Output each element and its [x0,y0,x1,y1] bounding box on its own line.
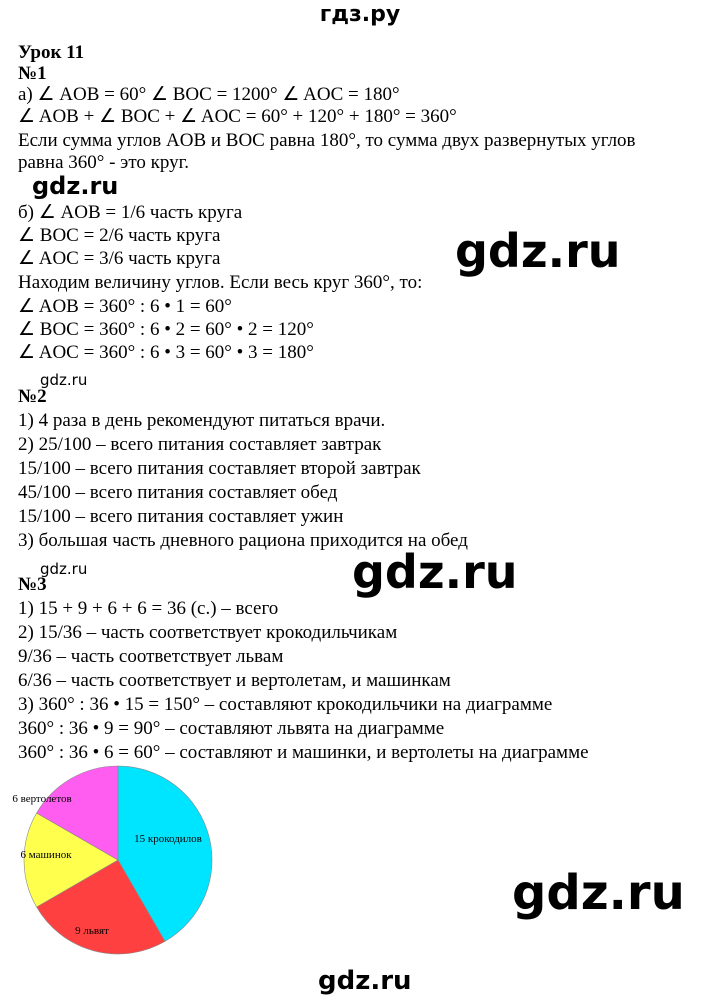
pie-slice-label: 6 вертолетов [12,793,72,805]
text-line: 2) 15/36 – часть соответствует крокодильчикам [18,622,398,643]
pie-slice-label: 15 крокодилов [134,833,202,845]
task-3-heading: №3 [18,574,47,595]
site-header: гдз.ру [319,2,401,27]
task-2-heading: №2 [18,386,47,407]
watermark: gdz.ru [512,865,685,921]
text-line: ∠ BOC = 360° : 6 • 2 = 60° • 2 = 120° [18,319,314,340]
watermark: gdz.ru [455,224,621,278]
watermark: gdz.ru [32,172,119,200]
text-line: 360° : 36 • 9 = 90° – составляют львята на диаграмме [18,718,445,739]
watermark: gdz.ru [40,371,88,389]
pie-slice-label: 6 машинок [20,849,72,861]
pie-slice-label: 9 львят [75,925,109,937]
text-line: 45/100 – всего питания составляет обед [18,482,338,503]
text-line: 3) 360° : 36 • 15 = 150° – составляют крокодильчики на диаграмме [18,694,553,715]
text-line: Находим величину углов. Если весь круг 360°, то: [18,272,423,293]
text-line: 360° : 36 • 6 = 60° – составляют и машинки, и вертолеты на диаграмме [18,742,589,763]
text-line: ∠ BOC = 2/6 часть круга [18,225,221,246]
text-line: равна 360° - это круг. [18,152,190,173]
watermark: gdz.ru [40,560,88,578]
text-line: 15/100 – всего питания составляет второй завтрак [18,458,421,479]
text-line: ∠ AOB = 360° : 6 • 1 = 60° [18,296,232,317]
text-line: ∠ AOC = 3/6 часть круга [18,248,221,269]
text-line: 1) 4 раза в день рекомендуют питаться врачи. [18,410,386,431]
text-line: 3) большая часть дневного рациона приходится на обед [18,530,468,551]
watermark: gdz.ru [318,966,412,996]
text-line: 6/36 – часть соответствует и вертолетам, и машинкам [18,670,451,691]
pie-chart [12,762,216,958]
text-line: Если сумма углов AOB и BOC равна 180°, то сумма двух развернутых углов [18,130,636,151]
text-line: 1) 15 + 9 + 6 + 6 = 36 (с.) – всего [18,598,279,619]
text-line: 9/36 – часть соответствует львам [18,646,284,667]
task-1-heading: №1 [18,63,47,84]
lesson-title: Урок 11 [18,42,85,63]
text-line: а) ∠ AOB = 60° ∠ BOC = 1200° ∠ AOC = 180° [18,84,400,105]
text-line: 2) 25/100 – всего питания составляет завтрак [18,434,382,455]
watermark: gdz.ru [352,545,518,599]
text-line: ∠ AOC = 360° : 6 • 3 = 60° • 3 = 180° [18,342,314,363]
text-line: 15/100 – всего питания составляет ужин [18,506,344,527]
text-line: ∠ AOB + ∠ BOC + ∠ AOC = 60° + 120° + 180° = 360° [18,106,457,127]
text-line: б) ∠ AOB = 1/6 часть круга [18,202,243,223]
